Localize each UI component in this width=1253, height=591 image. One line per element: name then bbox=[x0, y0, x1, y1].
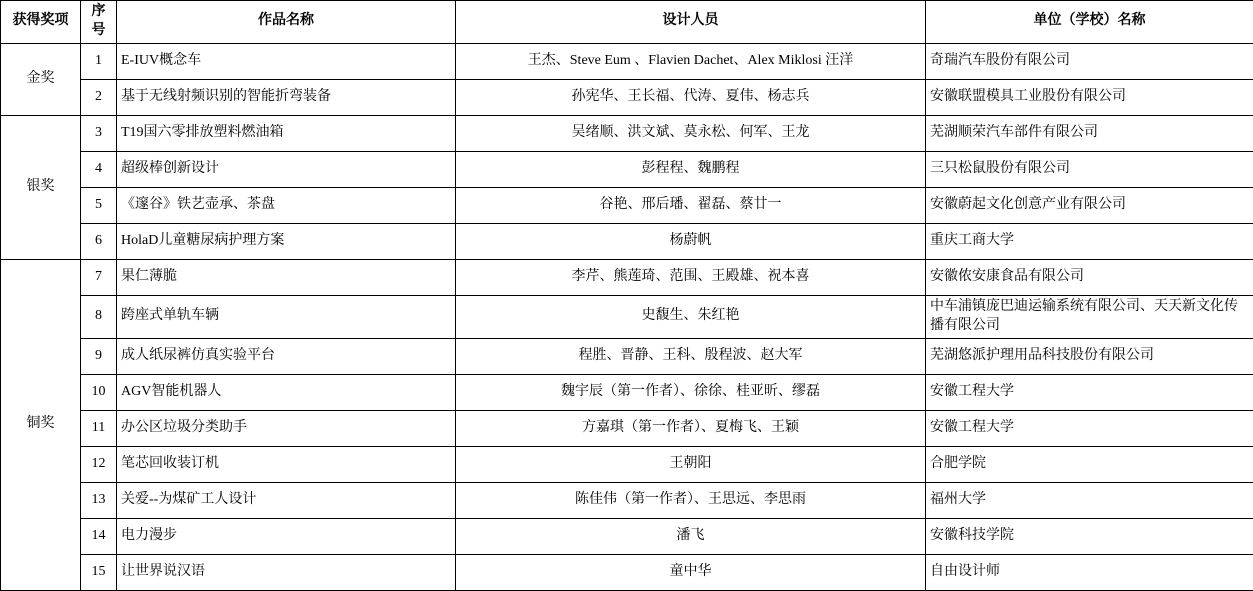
organization-cell: 奇瑞汽车股份有限公司 bbox=[926, 43, 1253, 79]
serial-number-cell: 2 bbox=[81, 79, 117, 115]
designers-cell: 方嘉琪（第一作者）、夏梅飞、王颖 bbox=[456, 410, 926, 446]
table-row bbox=[1, 79, 1253, 115]
serial-number-cell: 11 bbox=[81, 410, 117, 446]
table-row bbox=[1, 295, 1253, 338]
serial-number-cell: 10 bbox=[81, 374, 117, 410]
designers-cell: 孙宪华、王长福、代涛、夏伟、杨志兵 bbox=[456, 79, 926, 115]
designers-cell: 史馥生、朱红艳 bbox=[456, 295, 926, 338]
table-row bbox=[1, 374, 1253, 410]
work-name-cell: 办公区垃圾分类助手 bbox=[117, 410, 456, 446]
organization-cell: 重庆工商大学 bbox=[926, 223, 1253, 259]
organization-cell: 自由设计师 bbox=[926, 554, 1253, 590]
work-name-cell: 让世界说汉语 bbox=[117, 554, 456, 590]
work-name-cell: 关爱--为煤矿工人设计 bbox=[117, 482, 456, 518]
table-row bbox=[1, 410, 1253, 446]
header-no: 序号 bbox=[81, 1, 117, 44]
serial-number-cell: 13 bbox=[81, 482, 117, 518]
serial-number-cell: 4 bbox=[81, 151, 117, 187]
designers-cell: 彭程程、魏鹏程 bbox=[456, 151, 926, 187]
work-name-cell: 跨座式单轨车辆 bbox=[117, 295, 456, 338]
serial-number-cell: 15 bbox=[81, 554, 117, 590]
header-work: 作品名称 bbox=[117, 1, 456, 44]
designers-cell: 陈佳伟（第一作者）、王思远、李思雨 bbox=[456, 482, 926, 518]
serial-number-cell: 7 bbox=[81, 259, 117, 295]
table-header-row bbox=[1, 1, 1253, 44]
serial-number-cell: 14 bbox=[81, 518, 117, 554]
organization-cell: 合肥学院 bbox=[926, 446, 1253, 482]
organization-cell: 中车浦镇庞巴迪运输系统有限公司、天天新文化传播有限公司 bbox=[926, 295, 1253, 338]
work-name-cell: 基于无线射频识别的智能折弯装备 bbox=[117, 79, 456, 115]
table-row bbox=[1, 482, 1253, 518]
work-name-cell: T19国六零排放塑料燃油箱 bbox=[117, 115, 456, 151]
work-name-cell: 成人纸尿裤仿真实验平台 bbox=[117, 338, 456, 374]
organization-cell: 安徽工程大学 bbox=[926, 374, 1253, 410]
designers-cell: 童中华 bbox=[456, 554, 926, 590]
table-row bbox=[1, 446, 1253, 482]
table-row bbox=[1, 43, 1253, 79]
organization-cell: 芜湖顺荣汽车部件有限公司 bbox=[926, 115, 1253, 151]
work-name-cell: 《邃谷》铁艺壶承、茶盘 bbox=[117, 187, 456, 223]
award-cell: 金奖 bbox=[1, 43, 81, 115]
table-row bbox=[1, 151, 1253, 187]
table-row bbox=[1, 554, 1253, 590]
table-row bbox=[1, 223, 1253, 259]
work-name-cell: AGV智能机器人 bbox=[117, 374, 456, 410]
designers-cell: 吴绪顺、洪文斌、莫永松、何军、王龙 bbox=[456, 115, 926, 151]
work-name-cell: E-IUV概念车 bbox=[117, 43, 456, 79]
table-row bbox=[1, 115, 1253, 151]
work-name-cell: 超级棒创新设计 bbox=[117, 151, 456, 187]
organization-cell: 芜湖悠派护理用品科技股份有限公司 bbox=[926, 338, 1253, 374]
work-name-cell: 电力漫步 bbox=[117, 518, 456, 554]
designers-cell: 潘飞 bbox=[456, 518, 926, 554]
award-cell: 铜奖 bbox=[1, 259, 81, 590]
serial-number-cell: 3 bbox=[81, 115, 117, 151]
table-row bbox=[1, 187, 1253, 223]
serial-number-cell: 9 bbox=[81, 338, 117, 374]
organization-cell: 安徽蔚起文化创意产业有限公司 bbox=[926, 187, 1253, 223]
designers-cell: 王杰、Steve Eum 、Flavien Dachet、Alex Miklosi 汪洋 bbox=[456, 43, 926, 79]
serial-number-cell: 12 bbox=[81, 446, 117, 482]
work-name-cell: 果仁薄脆 bbox=[117, 259, 456, 295]
organization-cell: 福州大学 bbox=[926, 482, 1253, 518]
work-name-cell: 笔芯回收装订机 bbox=[117, 446, 456, 482]
table-row bbox=[1, 338, 1253, 374]
designers-cell: 程胜、晋静、王科、殷程波、赵大军 bbox=[456, 338, 926, 374]
header-designers: 设计人员 bbox=[456, 1, 926, 44]
designers-cell: 杨蔚帆 bbox=[456, 223, 926, 259]
organization-cell: 安徽科技学院 bbox=[926, 518, 1253, 554]
table-body bbox=[1, 43, 1253, 590]
organization-cell: 安徽工程大学 bbox=[926, 410, 1253, 446]
serial-number-cell: 8 bbox=[81, 295, 117, 338]
serial-number-cell: 5 bbox=[81, 187, 117, 223]
table-row bbox=[1, 518, 1253, 554]
designers-cell: 谷艳、邢后璠、翟磊、蔡廿一 bbox=[456, 187, 926, 223]
award-cell: 银奖 bbox=[1, 115, 81, 259]
organization-cell: 安徽联盟模具工业股份有限公司 bbox=[926, 79, 1253, 115]
designers-cell: 王朝阳 bbox=[456, 446, 926, 482]
organization-cell: 三只松鼠股份有限公司 bbox=[926, 151, 1253, 187]
organization-cell: 安徽侬安康食品有限公司 bbox=[926, 259, 1253, 295]
table-row bbox=[1, 259, 1253, 295]
header-award: 获得奖项 bbox=[1, 1, 81, 44]
header-org: 单位（学校）名称 bbox=[926, 1, 1253, 44]
serial-number-cell: 6 bbox=[81, 223, 117, 259]
designers-cell: 魏宇辰（第一作者）、徐徐、桂亚昕、缪磊 bbox=[456, 374, 926, 410]
designers-cell: 李芹、熊莲琦、范围、王殿雄、祝本喜 bbox=[456, 259, 926, 295]
serial-number-cell: 1 bbox=[81, 43, 117, 79]
work-name-cell: HolaD儿童糖尿病护理方案 bbox=[117, 223, 456, 259]
